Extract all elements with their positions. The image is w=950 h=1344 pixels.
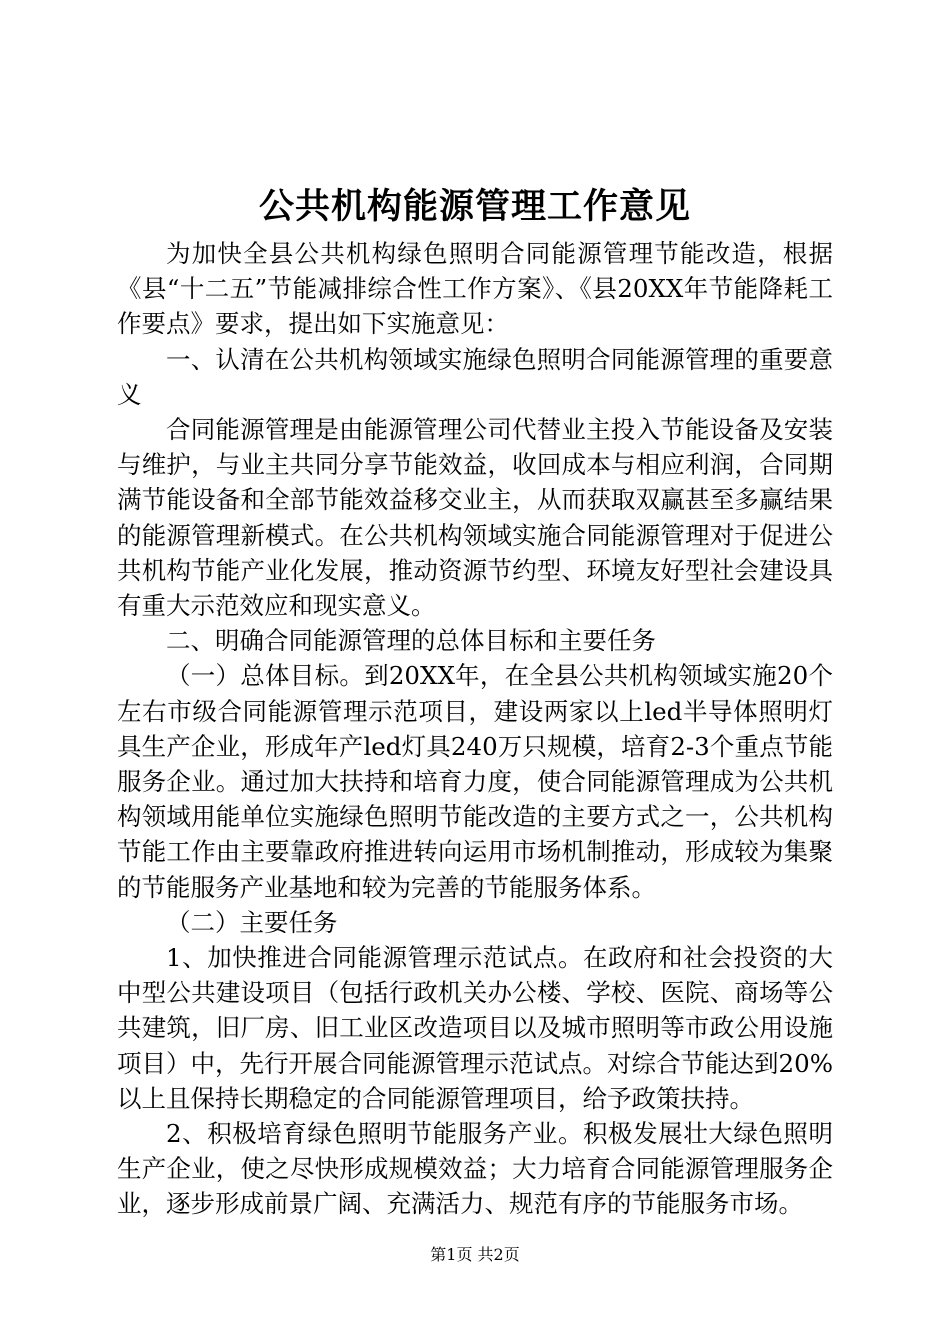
section-heading-1: 一、认清在公共机构领域实施绿色照明合同能源管理的重要意义 [117, 344, 833, 409]
paragraph-task-2: 2、积极培育绿色照明节能服务产业。积极发展壮大绿色照明生产企业，使之尽快形成规模效益；大力培育合同能源管理服务企业，逐步形成前景广阔、充满活力、规范有序的节能服务市场。 [117, 1119, 833, 1219]
paragraph-overall-goal: （一）总体目标。到20XX年，在全县公共机构领域实施20个左右市级合同能源管理示范项目，建设两家以上led半导体照明灯具生产企业，形成年产led灯具240万只规模，培育2-3个重点节能服务企业。通过加大扶持和培育力度，使合同能源管理成为公共机构领域用能单位实施绿色照明节能改造的主要方式之一，公共机构节能工作由主要靠政府推进转向运用市场机制推动，形成较为集聚的节能服务产业基地和较为完善的节能服务体系。 [117, 661, 833, 902]
document-body [117, 236, 833, 1222]
paragraph-definition: 合同能源管理是由能源管理公司代替业主投入节能设备及安装与维护，与业主共同分享节能效益，收回成本与相应利润，合同期满节能设备和全部节能效益移交业主，从而获取双赢甚至多赢结果的能源管理新模式。在公共机构领域实施合同能源管理对于促进公共机构节能产业化发展，推动资源节约型、环境友好型社会建设具有重大示范效应和现实意义。 [117, 415, 833, 621]
paragraph-intro: 为加快全县公共机构绿色照明合同能源管理节能改造，根据《县“十二五”节能减排综合性工作方案》、《县20XX年节能降耗工作要点》要求，提出如下实施意见： [117, 239, 833, 339]
document-title: 公共机构能源管理工作意见 [258, 186, 691, 227]
page-footer: 第1页 共2页 [430, 1245, 520, 1264]
paragraph-task-1: 1、加快推进合同能源管理示范试点。在政府和社会投资的大中型公共建设项目（包括行政机关办公楼、学校、医院、商场等公共建筑，旧厂房、旧工业区改造项目以及城市照明等市政公用设施项目）中，先行开展合同能源管理示范试点。对综合节能达到20%以上且保持长期稳定的合同能源管理项目，给予政策扶持。 [117, 943, 833, 1113]
subsection-heading-main-tasks: （二）主要任务 [166, 907, 338, 937]
section-heading-2: 二、明确合同能源管理的总体目标和主要任务 [166, 626, 656, 656]
